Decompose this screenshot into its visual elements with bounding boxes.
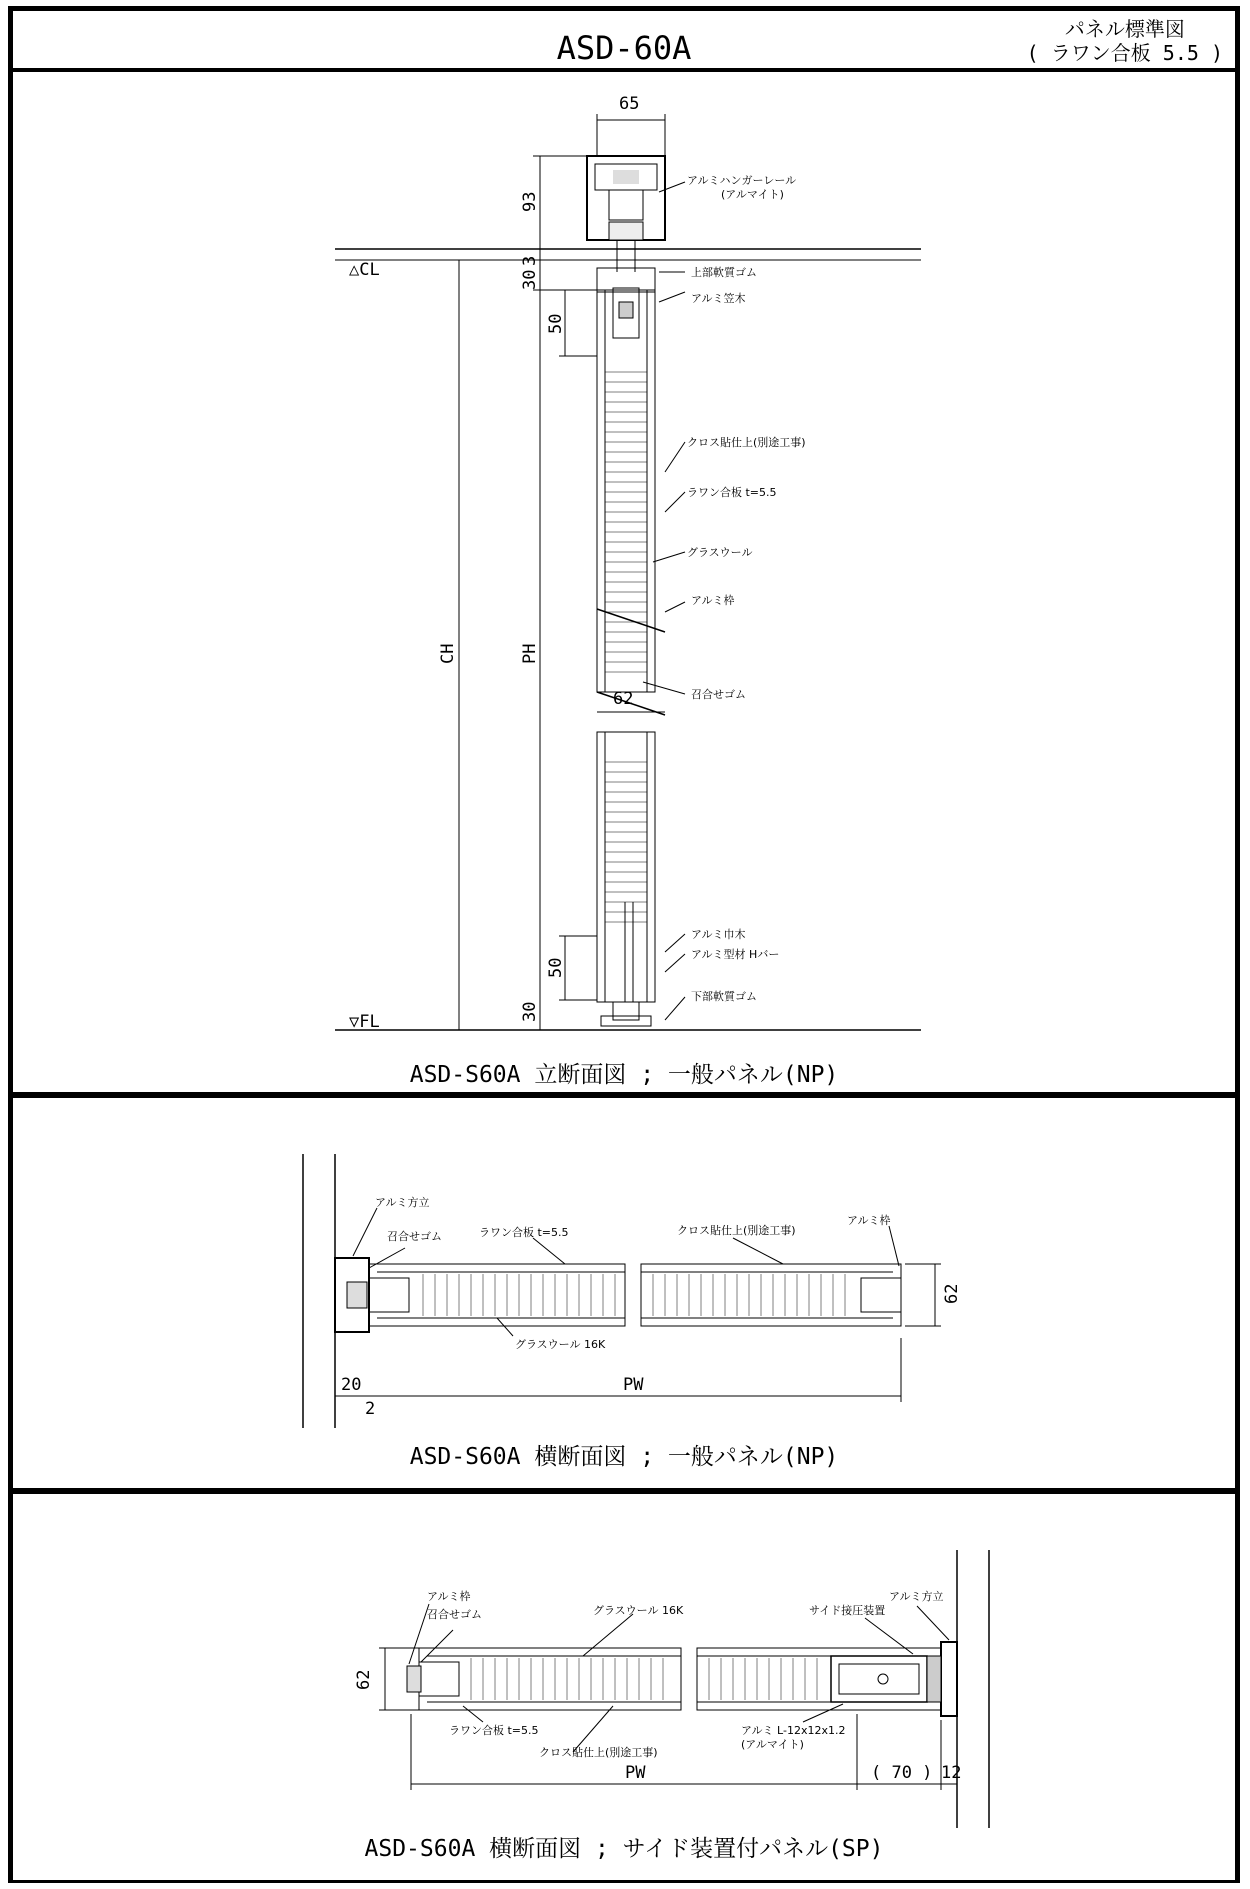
dim-93: 93 [520,191,540,212]
glasswool-hatch [423,1274,845,1316]
label-plywood: ラワン合板 t=5.5 [449,1724,539,1737]
dim-top-30: 30 [520,269,540,290]
label-glasswool: グラスウール [687,546,753,559]
horizontal-np-panel [10,1098,1238,1494]
label-post: アルミ方立 [375,1196,430,1209]
label-glasswool: グラスウール 16K [593,1604,684,1617]
dim-65: 65 [619,94,640,114]
vertical-section-panel [10,72,1238,1098]
dim-62: 62 [613,689,634,709]
label-joint-rubber: 召合せゴム [427,1608,482,1621]
label-plywood: ラワン合板 t=5.5 [687,486,777,499]
label-upper-rubber: 上部軟質ゴム [691,266,757,279]
glasswool-hatch [471,1658,817,1700]
label-lower-rubber: 下部軟質ゴム [691,990,757,1003]
level-cl: △CL [349,260,380,280]
label-joint-rubber: 召合せゴム [387,1230,442,1243]
subtitle-line2: ( ラワン合板 5.5 ) [1026,41,1223,65]
dim-12: 12 [941,1763,962,1783]
label-joint-rubber: 召合せゴム [691,688,746,701]
dim-pw: PW [623,1375,644,1395]
label-frame: アルミ枠 [427,1590,471,1603]
label-post: アルミ方立 [889,1590,944,1603]
dim-ch: CH [438,643,458,664]
horizontal-np-drawing [13,1098,1241,1494]
dim-pw: PW [625,1763,646,1783]
label-side-device: サイド接圧装置 [809,1604,886,1617]
drawing-title: ASD-60A [556,29,692,67]
vertical-section-caption: ASD-S60A 立断面図 ; 一般パネル(NP) [409,1062,839,1088]
dim-3: 3 [520,255,540,266]
dim-2: 2 [365,1399,376,1419]
dim-70: ( 70 ) [871,1763,933,1783]
label-angle: アルミ L-12x12x1.2 [741,1724,846,1737]
subtitle-line1: パネル標準図 [1064,17,1185,41]
label-frame: アルミ枠 [847,1214,891,1227]
label-hbar: アルミ型材 Hバー [691,948,780,961]
label-cloth: クロス貼仕上(別途工事) [687,436,806,449]
dim-top-50: 50 [546,313,566,334]
dim-62: 62 [354,1669,374,1690]
horizontal-sp-caption: ASD-S60A 横断面図 ; サイド装置付パネル(SP) [364,1836,884,1862]
horizontal-np-caption: ASD-S60A 横断面図 ; 一般パネル(NP) [409,1444,839,1470]
vertical-section-drawing [13,72,1241,1098]
dim-ph: PH [520,643,540,664]
level-fl: ▽FL [349,1012,380,1032]
dim-bottom-30: 30 [520,1001,540,1022]
dim-62: 62 [942,1283,962,1304]
label-plywood: ラワン合板 t=5.5 [479,1226,569,1239]
label-top-frame: アルミ笠木 [691,292,746,305]
horizontal-sp-panel [10,1494,1238,1883]
label-angle-sub: (アルマイト) [741,1738,804,1751]
title-bar [10,8,1238,72]
label-rail: アルミハンガーレール [687,174,797,187]
label-frame: アルミ枠 [691,594,735,607]
label-baseboard: アルミ巾木 [691,928,746,941]
label-glasswool: グラスウール 16K [515,1338,606,1351]
label-rail-sub: (アルマイト) [721,188,784,201]
dim-bottom-50: 50 [546,957,566,978]
dim-20: 20 [341,1375,362,1395]
drawing-subtitle [1027,17,1223,65]
label-cloth: クロス貼仕上(別途工事) [539,1746,658,1759]
horizontal-sp-drawing [13,1494,1241,1883]
label-cloth: クロス貼仕上(別途工事) [677,1224,796,1237]
glasswool-hatch [605,372,647,922]
